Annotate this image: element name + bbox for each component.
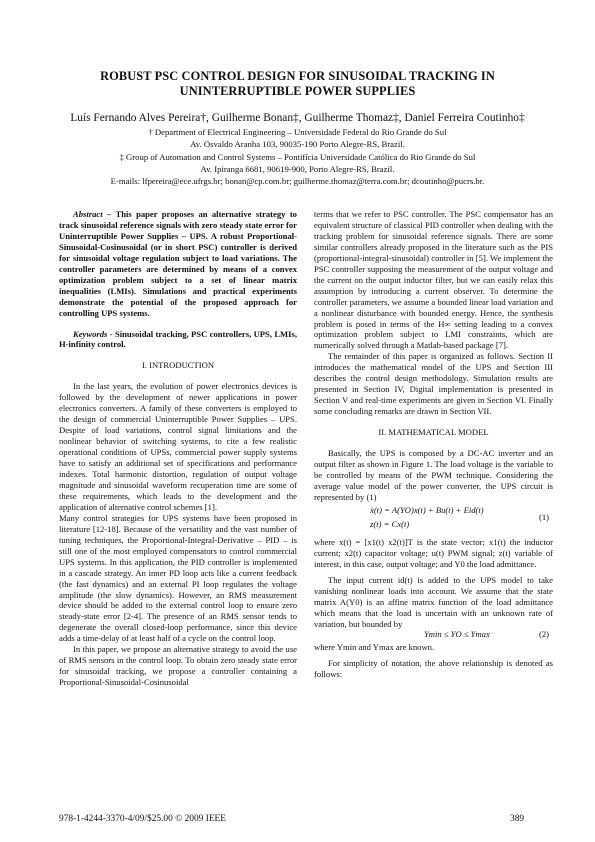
author-emails: E-mails: lfpereira@ece.ufrgs.br; bonan@cp.com.br; guilherme.thomaz@terra.com.br; dcoutinho@pucrs.br. bbox=[110, 176, 485, 186]
affiliation-2 bbox=[40, 152, 555, 163]
abstract bbox=[59, 209, 297, 319]
equation-1-line-1: ẋ(t) = A(YO)x(t) + Bu(t) + Eid(t) bbox=[370, 504, 484, 515]
body-paragraph-1: terms that we refer to PSC controller. The PSC compensator has an equivalent structure of classical PID controller when dealing with the tracking problem for sinusoidal reference signals. There are some similar controllers already proposed in the literature such as the PIS (proportional-integral-sinusoidal) controller in [5]. We implement the PSC controller supposing the measurement of the output voltage and the current on the output inductor filter, but we can easily relax this assumption by introducing a current observer. To determine the controller parameters, we assume a bounded linear load variation and a nonlinear disturbance with bounded energy. Hence, the synthesis problem is posed in terms of the H∞ setting leading to a convex optimization problem subject to LMI constraints, which are numerically solved through a Matlab-based package [7]. bbox=[314, 209, 553, 351]
page-number: 389 bbox=[510, 814, 525, 824]
intro-paragraph-2: Many control strategies for UPS systems have been proposed in literature [12-18]. Because of the versatility and the vast number of tuning techniques, the Proportional-Integral-Derivative – PID – is still one of the most employed compensators to control commercial UPS systems. In this application, the PID controller is implemented in a cascade strategy. An inner PD loop acts like a current feedback (the fast dynamics) and an external PI loop regulates the voltage amplitude (the slow dynamics). However, an RMS measurement device should be added to the external control loop to ensure zero steady-state error [2-4]. The presence of an RMS sensor tends to degenerate the overall closed-loop performance, since this device adds a time-delay of at least half of a cycle on the control loop. bbox=[59, 512, 297, 644]
abstract-lead: Abstract – bbox=[73, 209, 112, 219]
section-heading-introduction: I. INTRODUCTION bbox=[141, 360, 215, 371]
intro-paragraph-3: In this paper, we propose an alternative strategy to avoid the use of RMS sensors in the control loop. To obtain zero steady state error for sinusoidal tracking, we propose a controller containing a Proportional-Sinusoidal-Cosinusoidal bbox=[59, 644, 297, 688]
footer-copyright: 978-1-4244-3370-4/09/$25.00 © 2009 IEEE bbox=[59, 814, 226, 824]
equation-1-line-2: z(t) = Cx(t) bbox=[370, 518, 410, 529]
abstract-body: This paper proposes an alternative strategy to track sinusoidal reference signals with zero steady state error for Uninterruptible Power Supplies – UPS. A robust Proportional-Sinusoidal-Cosinusoidal (or in short PSC) controller is derived for sinusoidal voltage regulation subject to load variations. The controller parameters are determined by means of a convex optimization problem subject to a set of linear matrix inequalities (LMIs). Simulations and practical experiments demonstrate the potential of the proposed approach for controlling UPS systems. bbox=[59, 209, 297, 318]
affiliation-1-address: Av. Osvaldo Aranha 103, 90035-190 Porto Alegre-RS, Brazil. bbox=[190, 139, 405, 149]
affiliation-1-name: Department of Electrical Engineering – Universidade Federal do Rio Grande do Sul bbox=[154, 127, 447, 137]
left-column bbox=[59, 209, 297, 688]
affiliation-1-mark: † bbox=[148, 127, 153, 137]
body-paragraph-3: Basically, the UPS is composed by a DC-AC inverter and an output filter as shown in Figure 1. The load voltage is the variable to be controlled by means of the PWM technique. Considering the average value model of the power converter, the UPS circuit is represented by (1) bbox=[314, 448, 553, 502]
keywords-body: - Sinusoidal tracking, PSC controllers, UPS, LMIs, H-infinity control. bbox=[59, 328, 297, 350]
keywords bbox=[59, 329, 297, 351]
author-list: Luís Fernando Alves Pereira†, Guilherme Bonan‡, Guilherme Thomaz‡, Daniel Ferreira Coutinho‡ bbox=[70, 112, 525, 124]
body-paragraph-2: The remainder of this paper is organized as follows. Section II introduces the mathematical model of the UPS and Section III describes the control design methodology. Simulation results are presented in Section IV, Digital implementation is presented in Section V and real-time experiments are given in Section VI. Finally some concluding remarks are drawn in Section VII. bbox=[314, 351, 553, 417]
keywords-lead: Keywords bbox=[73, 328, 108, 339]
right-column bbox=[314, 209, 553, 680]
paper-title bbox=[60, 69, 535, 99]
section-heading-model: II. MATHEMATICAL MODEL bbox=[378, 427, 489, 438]
equation-2 bbox=[314, 629, 553, 642]
affiliation-2-mark: ‡ bbox=[119, 152, 124, 162]
affiliation-1 bbox=[40, 127, 555, 138]
body-paragraph-6: where Ymin and Ymax are known. bbox=[314, 642, 435, 653]
title-line-1: ROBUST PSC CONTROL DESIGN FOR SINUSOIDAL TRACKING IN bbox=[100, 69, 495, 83]
equation-1 bbox=[314, 505, 553, 535]
equation-1-number: (1) bbox=[538, 511, 549, 522]
body-paragraph-4: where x(t) = [x1(t) x2(t)]T is the state vector; x1(t) the inductor current; x2(t) capacitor voltage; u(t) PWM signal; z(t) variable of interest, in this case, output voltage; and Y0 the load admittance. bbox=[314, 536, 553, 569]
intro-paragraph-1: In the last years, the evolution of power electronics devices is followed by the development of newer applications in power electronics converters. A family of these converters is employed to the design of commercial Uninterruptible Power Supplies – UPS. Despite of load variations, control signal limitations and the nonlinear behavior of switching systems, to cite a few realistic operational conditions of UPSs, commercial power supply systems have to satisfy an additional set of specifications and performance indexes. Total harmonic distortion, regulation of output voltage magnitude and sinusoidal waveform recuperation time are some of these requirements, which leads to the development and the application of alternative control schemes [1]. bbox=[59, 381, 297, 512]
equation-2-number: (2) bbox=[538, 629, 549, 640]
affiliation-2-name: Group of Automation and Control Systems – Pontifícia Universidade Católica do Rio Grande do Sul bbox=[125, 152, 476, 162]
body-paragraph-5: The input current id(t) is added to the UPS model to take vanishing nonlinear loads into account. We assume that the state matrix A(Y0) is an affine matrix function of the load admittance which means that the load is uncertain with an unknown rate of variation, but bounded by bbox=[314, 574, 553, 629]
affiliation-2-address: Av. Ipiranga 6681, 90619-900, Porto Alegre-RS, Brazil. bbox=[200, 164, 395, 174]
body-paragraph-7: For simplicity of notation, the above relationship is denoted as follows: bbox=[314, 658, 553, 680]
equation-2-body: Ymin ≤ YO ≤ Ymax bbox=[424, 629, 490, 640]
title-line-2: UNINTERRUPTIBLE POWER SUPPLIES bbox=[179, 84, 416, 98]
